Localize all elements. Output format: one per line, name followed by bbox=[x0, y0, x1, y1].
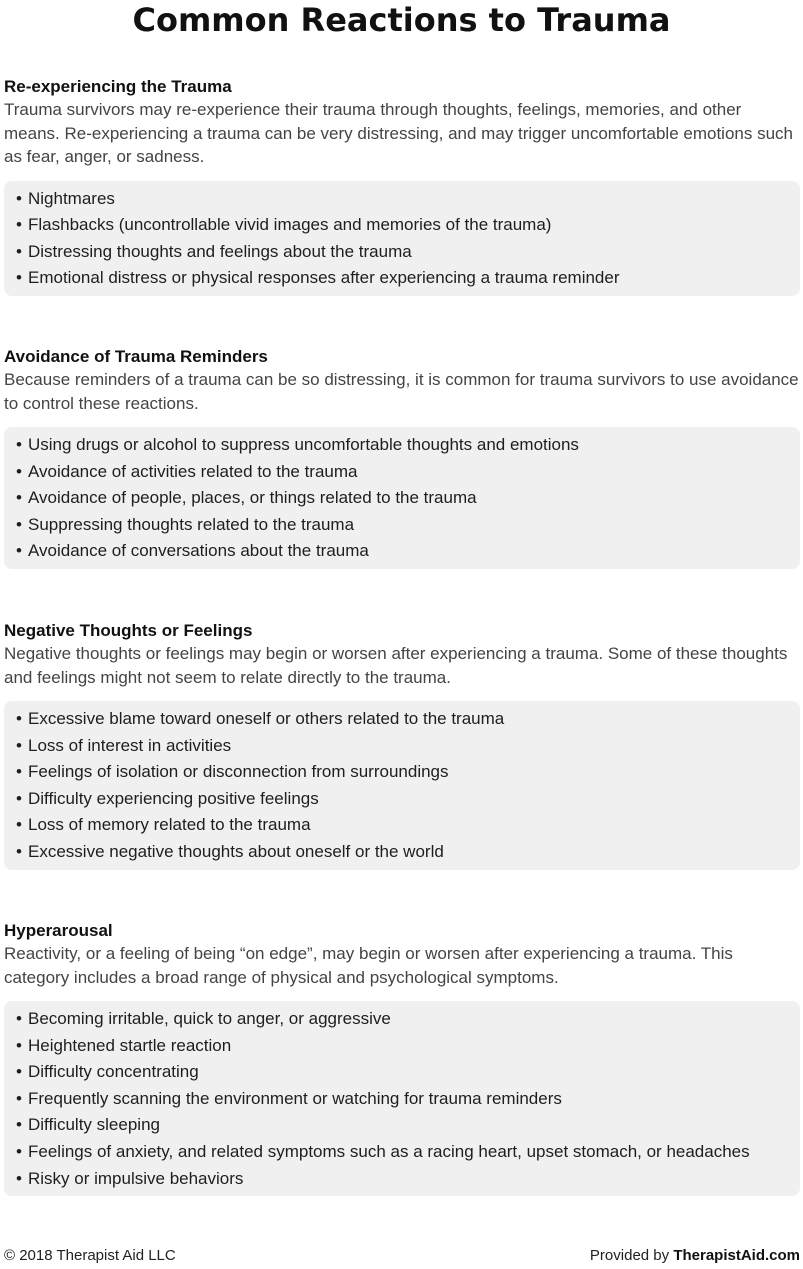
list-item bbox=[16, 538, 788, 565]
list-item bbox=[16, 1112, 788, 1139]
list-item bbox=[16, 512, 788, 539]
section-re-experiencing bbox=[4, 76, 800, 296]
list-item-text: Difficulty sleeping bbox=[28, 1115, 160, 1135]
list-item-text: Frequently scanning the environment or watching for trauma reminders bbox=[28, 1088, 562, 1108]
list-item-text: Heightened startle reaction bbox=[28, 1035, 232, 1055]
list-item bbox=[16, 432, 788, 459]
section-hyperarousal bbox=[4, 920, 800, 1196]
bullet-icon: • bbox=[16, 1035, 22, 1055]
list-item bbox=[16, 1059, 788, 1086]
bullet-icon: • bbox=[16, 762, 22, 782]
list-item-text: Feelings of isolation or disconnection from surroundings bbox=[28, 762, 449, 782]
list-item bbox=[16, 459, 788, 486]
list-item-text: Distressing thoughts and feelings about the trauma bbox=[28, 241, 412, 261]
bullet-icon: • bbox=[16, 215, 22, 235]
list-item-text: Excessive blame toward oneself or others related to the trauma bbox=[28, 709, 505, 728]
section-description: Negative thoughts or feelings may begin or worsen after experiencing a trauma. Some of these thoughts and feelings might not seem to relate directly to the trauma. bbox=[4, 644, 788, 687]
list-item-text: Avoidance of activities related to the trauma bbox=[28, 461, 358, 481]
copyright-text: © 2018 Therapist Aid LLC bbox=[4, 1247, 176, 1264]
list-item-text: Avoidance of conversations about the trauma bbox=[28, 541, 369, 561]
section-heading: Avoidance of Trauma Reminders bbox=[4, 347, 268, 366]
list-item-text: Suppressing thoughts related to the trauma bbox=[28, 514, 355, 534]
list-item bbox=[16, 265, 788, 292]
list-item-text: Emotional distress or physical responses after experiencing a trauma reminder bbox=[28, 268, 620, 288]
list-item bbox=[16, 706, 788, 733]
list-item-text: Becoming irritable, quick to anger, or aggressive bbox=[28, 1009, 391, 1028]
bullet-icon: • bbox=[16, 488, 22, 508]
bullet-icon: • bbox=[16, 841, 22, 861]
bullet-icon: • bbox=[16, 815, 22, 835]
bullet-icon: • bbox=[16, 735, 22, 755]
symptom-list-box bbox=[4, 1001, 800, 1196]
bullet-icon: • bbox=[16, 241, 22, 261]
symptom-list-box bbox=[4, 181, 800, 296]
list-item-text: Nightmares bbox=[28, 188, 115, 208]
symptom-list bbox=[16, 706, 788, 866]
symptom-list bbox=[16, 186, 788, 292]
bullet-icon: • bbox=[16, 1115, 22, 1135]
bullet-icon: • bbox=[16, 435, 22, 454]
bullet-icon: • bbox=[16, 461, 22, 481]
list-item-text: Difficulty experiencing positive feelings bbox=[28, 788, 319, 808]
section-avoidance bbox=[4, 346, 800, 569]
list-item bbox=[16, 212, 788, 239]
bullet-icon: • bbox=[16, 1141, 22, 1161]
section-negative-thoughts bbox=[4, 620, 800, 870]
bullet-icon: • bbox=[16, 1168, 22, 1188]
bullet-icon: • bbox=[16, 514, 22, 534]
list-item-text: Difficulty concentrating bbox=[28, 1062, 199, 1082]
list-item-text: Feelings of anxiety, and related symptoms such as a racing heart, upset stomach, or headaches bbox=[28, 1141, 750, 1161]
symptom-list bbox=[16, 432, 788, 565]
symptom-list-box bbox=[4, 427, 800, 569]
list-item-text: Risky or impulsive behaviors bbox=[28, 1168, 244, 1188]
provided-by bbox=[590, 1247, 800, 1264]
bullet-icon: • bbox=[16, 788, 22, 808]
section-heading: Negative Thoughts or Feelings bbox=[4, 621, 253, 640]
list-item bbox=[16, 1139, 788, 1166]
bullet-icon: • bbox=[16, 1088, 22, 1108]
section-heading: Hyperarousal bbox=[4, 921, 113, 940]
list-item bbox=[16, 485, 788, 512]
list-item-text: Excessive negative thoughts about oneself or the world bbox=[28, 841, 444, 861]
list-item-text: Flashbacks (uncontrollable vivid images and memories of the trauma) bbox=[28, 215, 552, 235]
list-item bbox=[16, 786, 788, 813]
list-item bbox=[16, 733, 788, 760]
bullet-icon: • bbox=[16, 268, 22, 288]
section-description: Trauma survivors may re-experience their trauma through thoughts, feelings, memories, and other means. Re-experiencing a trauma can be very distressing, and may trigger uncomfortable emotions such as fear, anger, or sadness. bbox=[4, 100, 793, 166]
list-item-text: Avoidance of people, places, or things related to the trauma bbox=[28, 488, 477, 508]
bullet-icon: • bbox=[16, 1062, 22, 1082]
list-item bbox=[16, 839, 788, 866]
section-heading: Re-experiencing the Trauma bbox=[4, 77, 232, 96]
list-item bbox=[16, 186, 788, 213]
list-item bbox=[16, 1033, 788, 1060]
list-item-text: Using drugs or alcohol to suppress uncomfortable thoughts and emotions bbox=[28, 435, 579, 454]
list-item-text: Loss of memory related to the trauma bbox=[28, 815, 311, 835]
brand-link[interactable]: TherapistAid.com bbox=[673, 1247, 800, 1264]
section-description: Because reminders of a trauma can be so distressing, it is common for trauma survivors to use avoidance to control these reactions. bbox=[4, 370, 799, 413]
list-item bbox=[16, 1006, 788, 1033]
symptom-list-box bbox=[4, 701, 800, 870]
list-item bbox=[16, 1166, 788, 1193]
provided-by-prefix: Provided by bbox=[589, 1247, 674, 1264]
list-item bbox=[16, 1086, 788, 1113]
page-title: Common Reactions to Trauma bbox=[132, 1, 671, 39]
bullet-icon: • bbox=[16, 709, 22, 728]
list-item-text: Loss of interest in activities bbox=[28, 735, 232, 755]
list-item bbox=[16, 812, 788, 839]
symptom-list bbox=[16, 1006, 788, 1192]
section-description: Reactivity, or a feeling of being “on edge”, may begin or worsen after experiencing a trauma. This category includes a broad range of physical and psychological symptoms. bbox=[4, 944, 733, 987]
bullet-icon: • bbox=[16, 188, 22, 208]
list-item bbox=[16, 239, 788, 266]
list-item bbox=[16, 759, 788, 786]
bullet-icon: • bbox=[16, 541, 22, 561]
bullet-icon: • bbox=[16, 1009, 22, 1028]
